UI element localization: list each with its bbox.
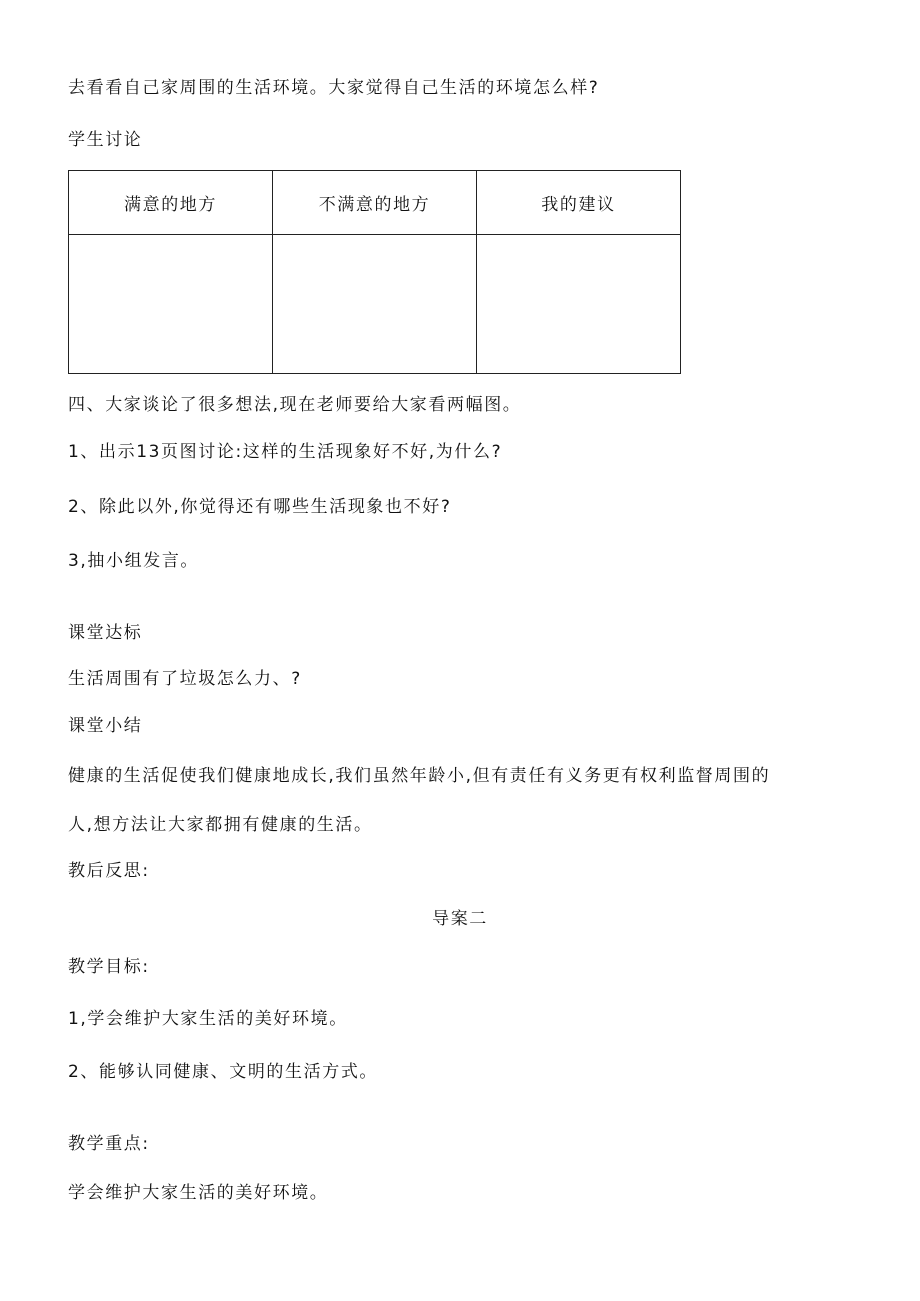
key-point: 学会维护大家生活的美好环境。	[68, 1183, 329, 1203]
plan2-title: 导案二	[432, 909, 488, 929]
survey-table	[68, 170, 681, 374]
intro-line-2: 学生讨论	[68, 130, 143, 150]
table-cell	[273, 235, 477, 374]
table-header-row	[69, 171, 681, 235]
key-points-heading: 教学重点:	[68, 1134, 150, 1154]
header-satisfied: 满意的地方	[69, 171, 273, 235]
section4-intro: 四、大家谈论了很多想法,现在老师要给大家看两幅图。	[68, 395, 522, 415]
section4-item-1: 1、出示13页图讨论:这样的生活现象好不好,为什么?	[68, 442, 503, 462]
classroom-heading: 课堂达标	[68, 623, 143, 643]
header-unsatisfied: 不满意的地方	[273, 171, 477, 235]
objectives-heading: 教学目标:	[68, 957, 150, 977]
section4-item-2: 2、除此以外,你觉得还有哪些生活现象也不好?	[68, 497, 452, 517]
table-row	[69, 235, 681, 374]
objective-2: 2、能够认同健康、文明的生活方式。	[68, 1062, 379, 1082]
summary-heading: 课堂小结	[68, 716, 143, 736]
intro-line-1: 去看看自己家周围的生活环境。大家觉得自己生活的环境怎么样?	[68, 78, 600, 98]
objective-1: 1,学会维护大家生活的美好环境。	[68, 1009, 348, 1029]
header-suggestion: 我的建议	[477, 171, 681, 235]
reflection-heading: 教后反思:	[68, 861, 150, 881]
classroom-task: 生活周围有了垃圾怎么力、?	[68, 669, 302, 689]
table-cell	[69, 235, 273, 374]
summary-line-1: 健康的生活促使我们健康地成长,我们虽然年龄小,但有责任有义务更有权利监督周围的	[68, 766, 771, 786]
table-cell	[477, 235, 681, 374]
summary-line-2: 人,想方法让大家都拥有健康的生活。	[68, 815, 373, 835]
section4-item-3: 3,抽小组发言。	[68, 551, 200, 571]
